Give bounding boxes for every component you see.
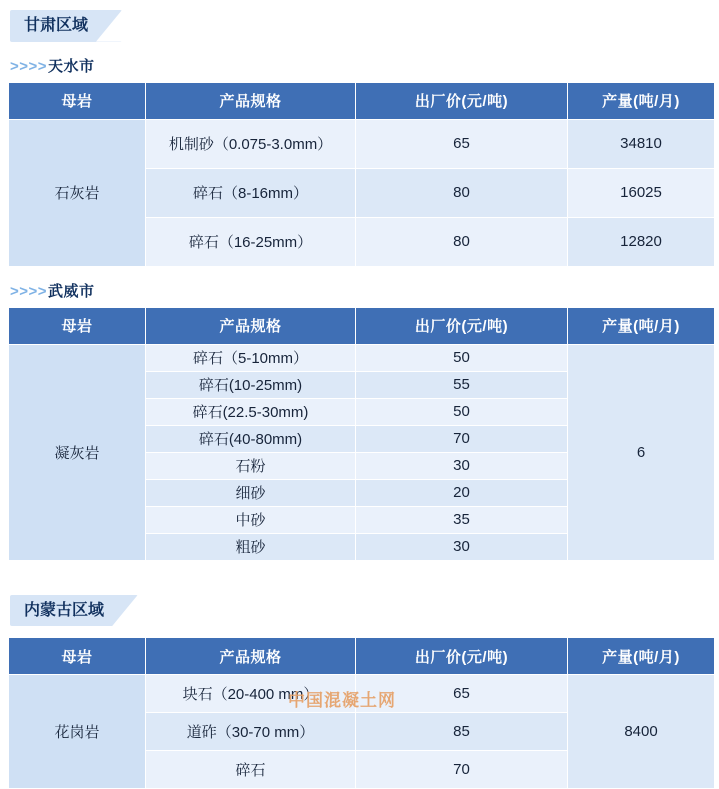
price-cell: 50 xyxy=(356,344,568,371)
watermark: 中国混凝土网 xyxy=(288,691,396,710)
banner-corner-icon xyxy=(126,615,135,624)
col-header-price: 出厂价(元/吨) xyxy=(356,307,568,344)
region-banner-gansu xyxy=(10,10,122,42)
spec-cell: 粗砂 xyxy=(146,533,356,560)
col-header-rock: 母岩 xyxy=(9,82,146,119)
output-cell: 34810 xyxy=(568,119,715,168)
table-row xyxy=(9,344,715,371)
col-header-spec: 产品规格 xyxy=(146,82,356,119)
col-header-price: 出厂价(元/吨) xyxy=(356,82,568,119)
spec-cell: 道砟（30-70 mm） xyxy=(146,713,356,751)
arrows-icon: >>>> xyxy=(10,282,48,300)
spec-cell: 碎石(40-80mm) xyxy=(146,425,356,452)
city-heading-label: 天水市 xyxy=(48,57,95,75)
price-cell: 35 xyxy=(356,506,568,533)
region-banner-label: 内蒙古区域 xyxy=(24,601,105,619)
price-cell: 80 xyxy=(356,168,568,217)
city-heading-label: 武威市 xyxy=(48,282,95,300)
table-header-row xyxy=(9,307,715,344)
table-header-row xyxy=(9,82,715,119)
price-cell: 65 xyxy=(356,119,568,168)
region-banner-neimenggu xyxy=(10,595,138,627)
banner-corner-icon xyxy=(110,31,119,40)
col-header-rock: 母岩 xyxy=(9,638,146,675)
col-header-rock: 母岩 xyxy=(9,307,146,344)
price-cell: 70 xyxy=(356,751,568,789)
table-tianshui xyxy=(8,82,715,267)
spec-cell: 碎石（5-10mm） xyxy=(146,344,356,371)
arrows-icon: >>>> xyxy=(10,57,48,75)
price-cell: 20 xyxy=(356,479,568,506)
spec-cell: 碎石 xyxy=(146,751,356,789)
price-cell: 85 xyxy=(356,713,568,751)
output-cell: 6 xyxy=(568,344,715,560)
spec-cell: 碎石（16-25mm） xyxy=(146,217,356,266)
output-cell: 8400 xyxy=(568,675,715,789)
output-cell: 16025 xyxy=(568,168,715,217)
col-header-price: 出厂价(元/吨) xyxy=(356,638,568,675)
col-header-spec: 产品规格 xyxy=(146,307,356,344)
rock-cell: 凝灰岩 xyxy=(9,344,146,560)
rock-cell: 花岗岩 xyxy=(9,675,146,789)
table-header-row xyxy=(9,638,715,675)
price-cell: 80 xyxy=(356,217,568,266)
section-spacer xyxy=(6,563,713,585)
col-header-output: 产量(吨/月) xyxy=(568,82,715,119)
table-row xyxy=(9,119,715,168)
region-banner-label: 甘肃区域 xyxy=(24,17,89,34)
table-row xyxy=(9,675,715,713)
table-neimenggu xyxy=(8,637,715,789)
price-cell: 30 xyxy=(356,452,568,479)
city-heading-tianshui xyxy=(10,55,713,76)
table-wuwei xyxy=(8,307,715,561)
spec-cell: 中砂 xyxy=(146,506,356,533)
spec-cell: 石粉 xyxy=(146,452,356,479)
col-header-spec: 产品规格 xyxy=(146,638,356,675)
price-cell: 50 xyxy=(356,398,568,425)
spec-cell: 块石（20-400 mm） xyxy=(146,675,356,713)
price-cell: 70 xyxy=(356,425,568,452)
price-cell: 30 xyxy=(356,533,568,560)
price-cell: 55 xyxy=(356,371,568,398)
col-header-output: 产量(吨/月) xyxy=(568,307,715,344)
spec-cell: 碎石(10-25mm) xyxy=(146,371,356,398)
spec-cell: 机制砂（0.075-3.0mm） xyxy=(146,119,356,168)
spec-cell: 细砂 xyxy=(146,479,356,506)
col-header-output: 产量(吨/月) xyxy=(568,638,715,675)
output-cell: 12820 xyxy=(568,217,715,266)
spec-cell: 碎石（8-16mm） xyxy=(146,168,356,217)
spec-cell: 碎石(22.5-30mm) xyxy=(146,398,356,425)
rock-cell: 石灰岩 xyxy=(9,119,146,266)
city-heading-wuwei xyxy=(10,280,713,301)
price-cell: 65 xyxy=(356,675,568,713)
